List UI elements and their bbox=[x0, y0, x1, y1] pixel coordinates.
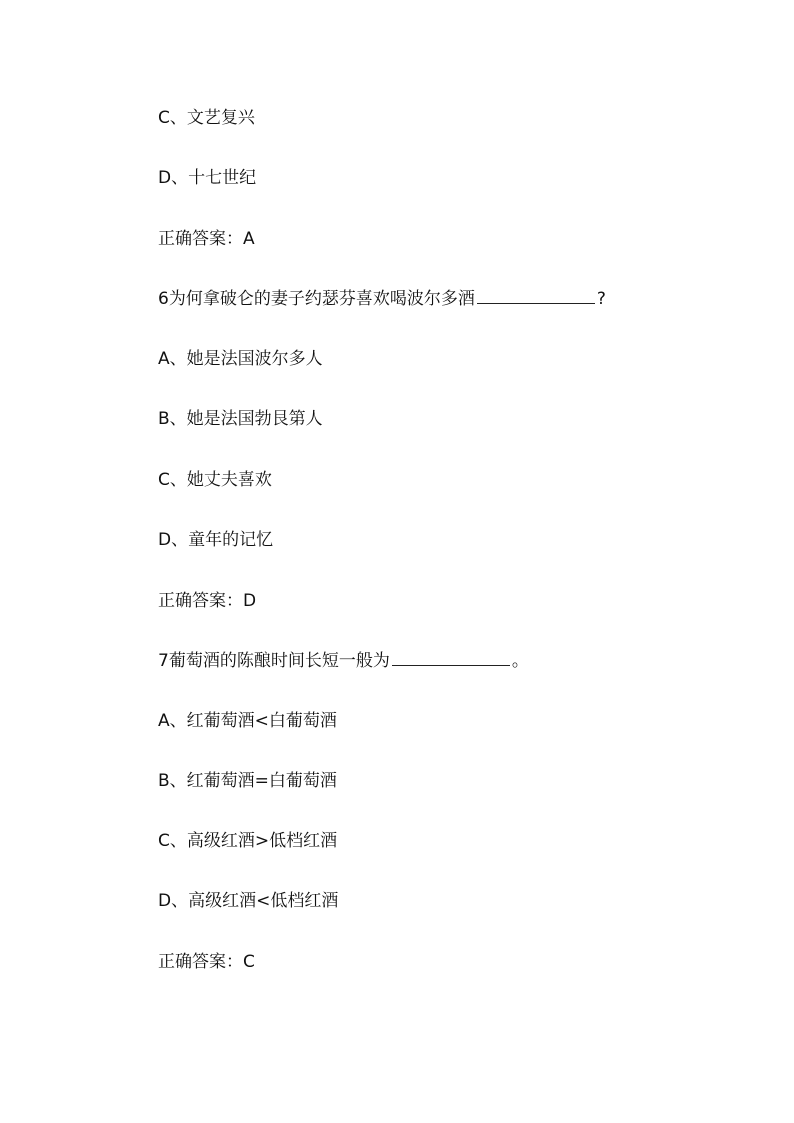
question-7-end-mark: 。 bbox=[511, 651, 529, 671]
question-7-option-a: A、红葡萄酒<白葡萄酒 bbox=[158, 711, 337, 731]
question-7-text: 7葡萄酒的陈酿时间长短一般为 bbox=[158, 651, 390, 671]
question-7-option-b: B、红葡萄酒=白葡萄酒 bbox=[158, 771, 337, 791]
question-7-option-d: D、高级红酒<低档红酒 bbox=[158, 891, 339, 911]
prev-question-option-d: D、十七世纪 bbox=[158, 168, 257, 188]
question-6-option-d: D、童年的记忆 bbox=[158, 530, 274, 550]
question-6-end-mark: ? bbox=[596, 289, 606, 309]
answer-blank bbox=[477, 287, 595, 304]
question-6-answer: 正确答案：D bbox=[158, 591, 257, 611]
question-7-answer: 正确答案：C bbox=[158, 952, 255, 972]
question-6-text: 6为何拿破仑的妻子约瑟芬喜欢喝波尔多酒 bbox=[158, 289, 475, 309]
question-6-option-a: A、她是法国波尔多人 bbox=[158, 349, 323, 369]
question-6-option-b: B、她是法国勃艮第人 bbox=[158, 409, 323, 429]
question-6-stem bbox=[158, 287, 606, 311]
answer-blank bbox=[392, 649, 510, 666]
question-7-stem bbox=[158, 649, 529, 673]
prev-question-answer: 正确答案：A bbox=[158, 229, 255, 249]
question-7-option-c: C、高级红酒>低档红酒 bbox=[158, 831, 338, 851]
question-6-option-c: C、她丈夫喜欢 bbox=[158, 470, 272, 490]
prev-question-option-c: C、文艺复兴 bbox=[158, 108, 255, 128]
